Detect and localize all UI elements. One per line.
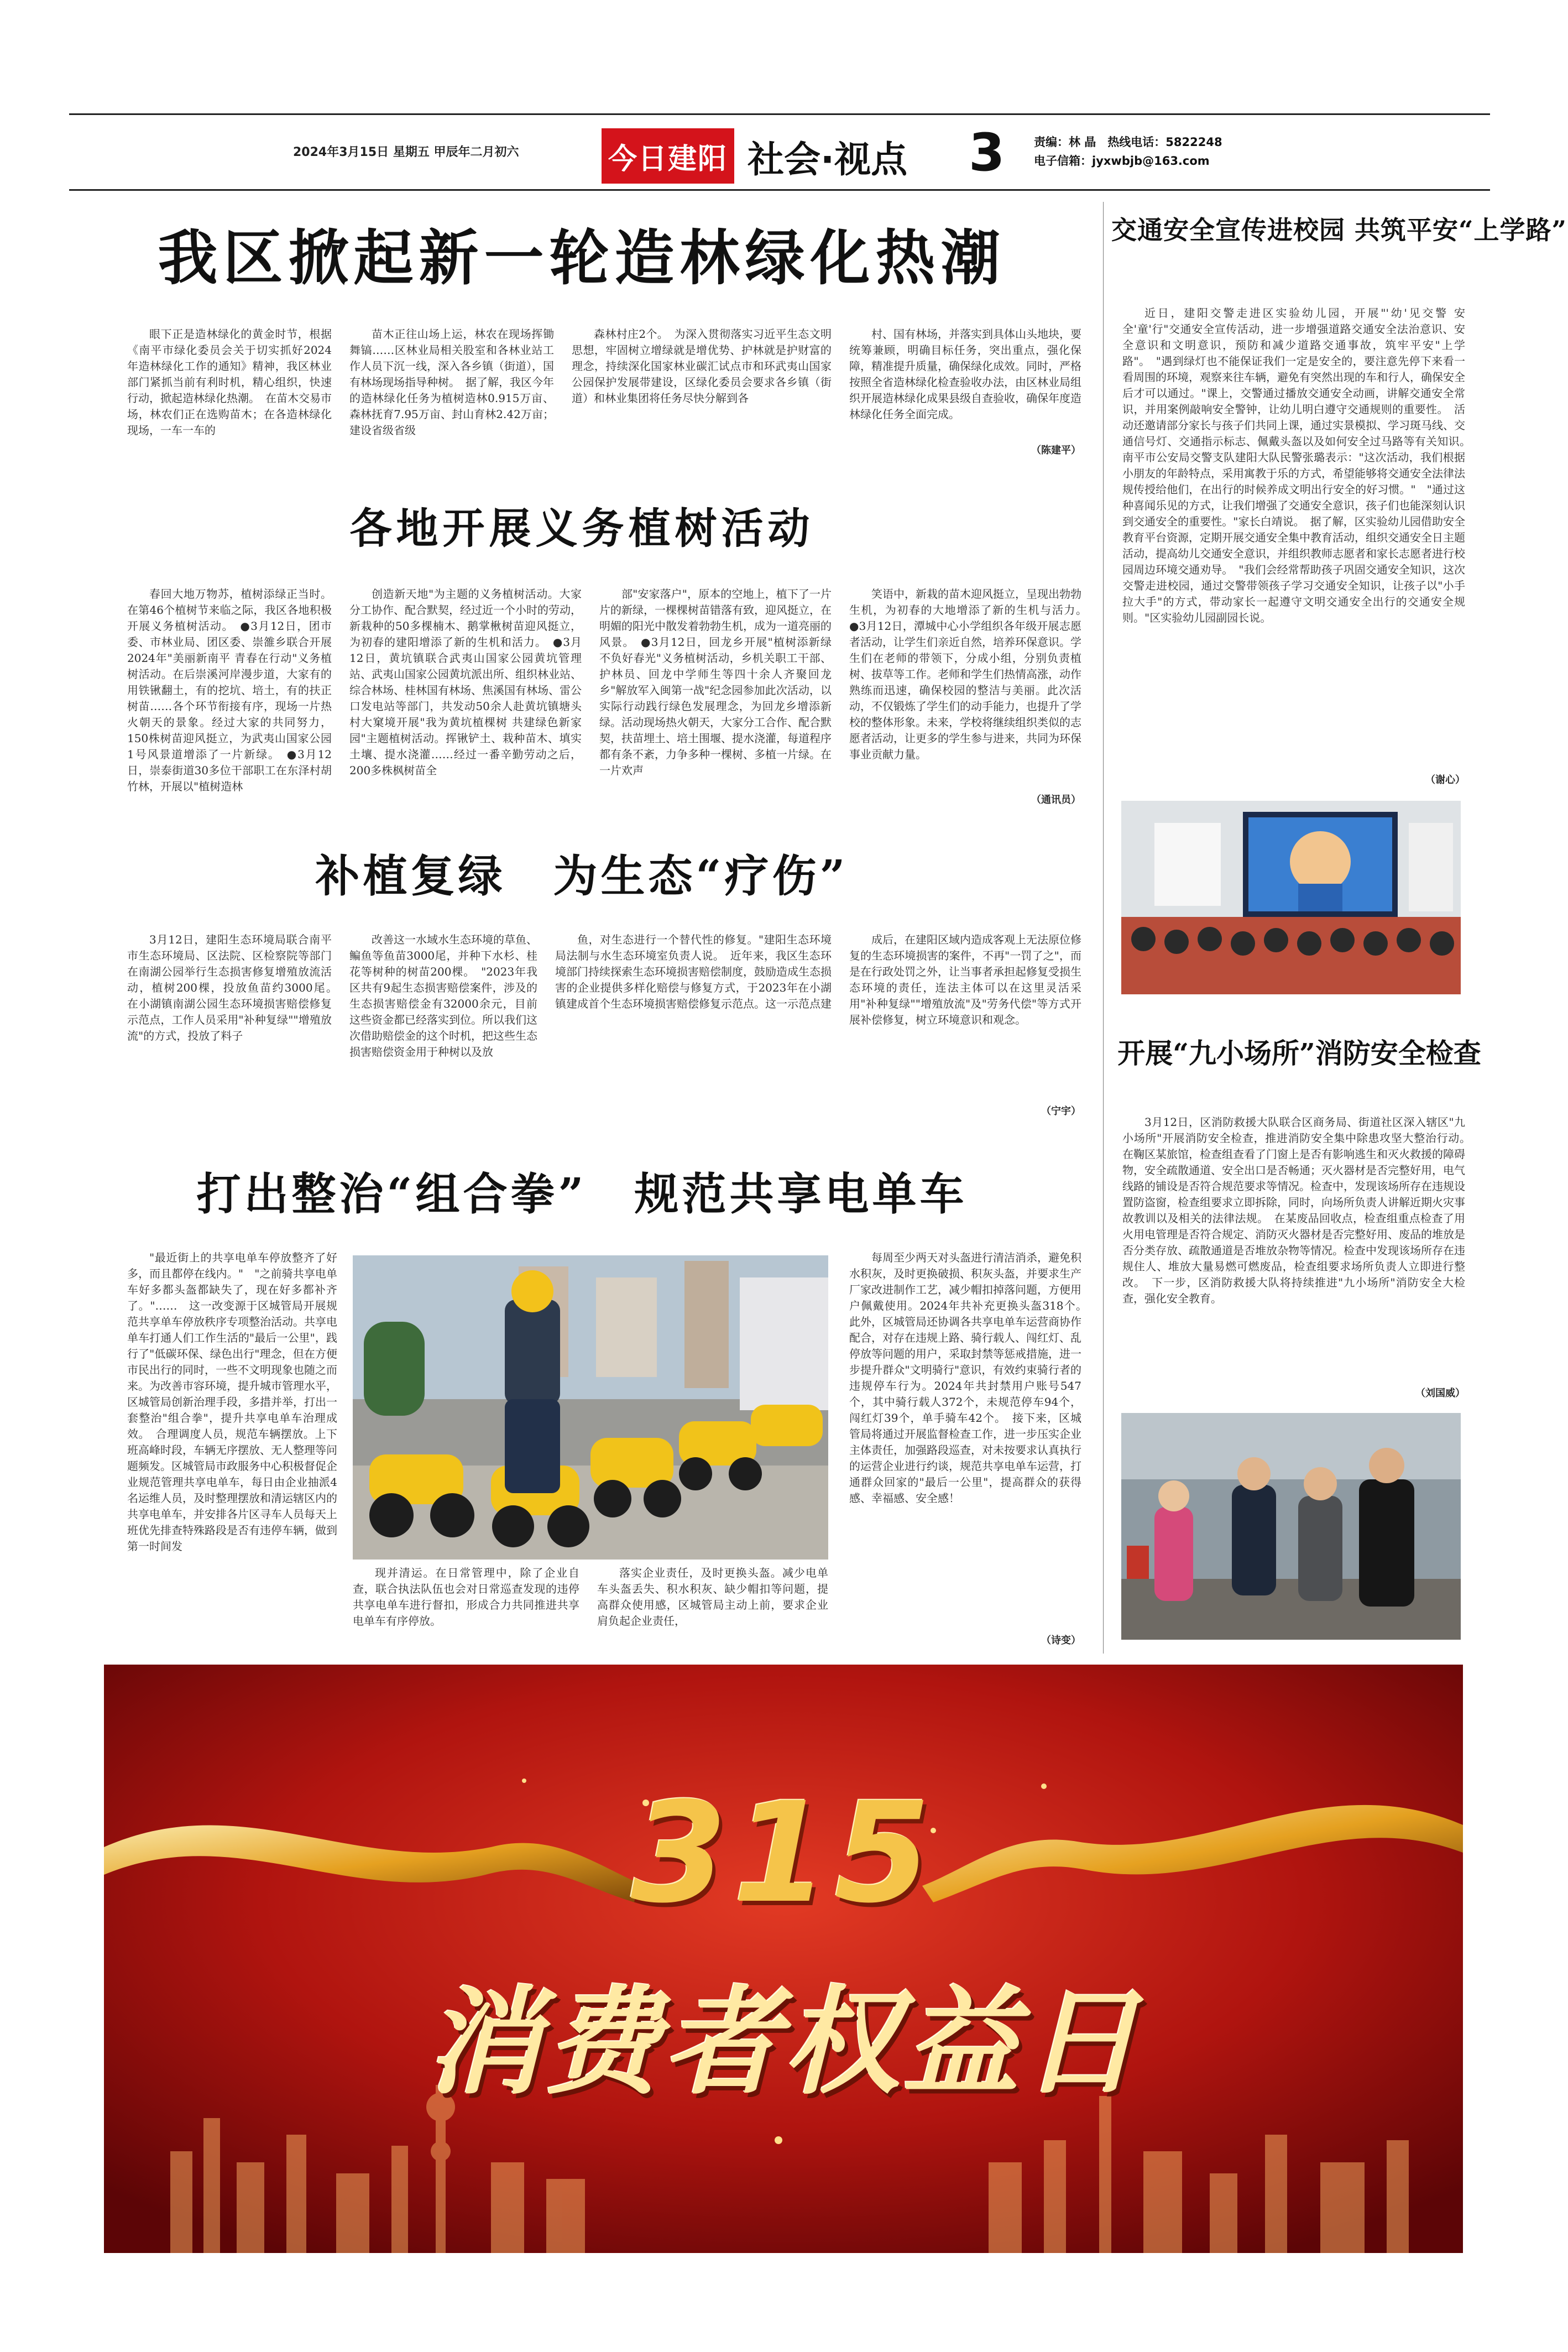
article3-col3 [555,932,832,1120]
article1-col2-text: 苗木正往山场上运，林农在现场挥锄舞镐……区林业局相关股室和各林业站工作人员下沉一线，深入各乡镇（街道），国有林场现场指导种树。 据了解，我区今年的造林绿化任务为植树造林0.915万亩、森林抚育7.95万亩、封山育林2.42万亩；建设省级省级 [349,327,554,437]
article2-col4 [849,586,1093,794]
article3-col2 [349,932,537,1120]
side2-byline: （刘国威） [1415,1388,1465,1399]
article3-title: 补植复绿 为生态“疗伤” [315,850,849,902]
fire-inspection-photo-illustration [1121,1413,1461,1640]
kindergarten-photo [1121,801,1461,994]
article3-col1 [127,932,343,1120]
article3-col1-text: 3月12日，建阳生态环境局联合南平市生态环境局、区法院、区检察院等部门在南湖公园举行生态损害修复增殖放流活动，植树200棵，投放鱼苗约3000尾。 在小湖镇南湖公园生态环境损害赔偿修复示范点，工作人员采用"补种复绿""增殖放流"的方式，投放了料子 [127,933,343,1042]
article3-col3-text: 鱼，对生态进行一个替代性的修复。"建阳生态环境局法制与水生态环境室负责人说。 近年来，我区生态环境部门持续探索生态环境损害赔偿制度，鼓励造成生态损害的企业提供多样化赔偿与修复方式，于2023年在小湖镇建成首个生态环境损害赔偿修复示范点。这一示范点建 [555,933,832,1010]
banner-315-number: 315 [631,1772,936,1933]
side1-byline: （谢心） [1425,774,1465,786]
side1-title: 交通安全宣传进校园 共筑平安“上学路” [1111,215,1567,245]
article1-col3 [572,326,832,465]
article4-col2 [353,1565,579,1648]
section-title: 社会·视点 [748,138,908,181]
article2-col2-text: 创造新天地"为主题的义务植树活动。大家分工协作、配合默契，经过近一个小时的劳动，新栽种的50多棵楠木、鹅掌楸树苗迎风挺立，为初春的建阳增添了新的生机和活力。 ●3月12日，黄坑镇联合武夷山国家公园黄坑管理站、武夷山国家公园黄坑派出所、组织林业站、综合林场、桂林国有林场、焦溪国有林场、雷公口发电站等部门，共发动50余人赴黄坑镇塘头村大窠境开展"我为黄坑植棵树 共建绿色新家园"主题植树活动。挥锹铲土、栽种苗木、填实土壤、提水浇灌……经过一番辛勤劳动之后，200多株枫树苗全 [349,587,582,777]
article1-col3-text: 森林村庄2个。 为深入贯彻落实习近平生态文明思想，牢固树立增绿就是增优势、护林就是护财富的理念，持续深化国家林业碳汇试点市和环武夷山国家公园保护发展带建设，区绿化委员会要求各乡镇（街道）和林业集团将任务尽快分解到各 [572,327,832,405]
article2-title: 各地开展义务植树活动 [349,504,814,553]
article3-col4 [849,932,1081,1103]
side2-body [1122,1114,1476,1391]
article1-byline: （陈建平） [1031,445,1081,456]
banner-title: 消费者权益日 [425,1975,1142,2110]
side2-body-text: 3月12日，区消防救援大队联合区商务局、街道社区深入辖区"九小场所"开展消防安全检查，推进消防安全集中除患攻坚大整治行动。 在鞠区某旅馆，检查组查看了门窗上是否有影响逃生和灭火救援的障碍物，安全疏散通道、安全出口是否畅通；灭火器材是否完整好用，电气线路的铺设是否符合规范要求等情况。检查中，发现该场所存在违规设置防盗窗，检查组要求立即拆除，同时，向场所负责人讲解近期火灾事故教训以及相关的法律法规。 在某废品回收点，检查组重点检查了用火用电管理是否符合规定、消防灭火器材是否完整好用、废品的堆放是否分类存放、疏散通道是否堆放杂物等情况。检查中发现该场所存在违规住人、堆放大量易燃可燃废品，检查组要求场所负责人立即进行整改。 下一步，区消防救援大队将持续推进"九小场所"消防安全大检查，强化安全教育。 [1122,1115,1476,1305]
editor-email: 电子信箱：jyxwbjb@163.com [1034,154,1210,168]
page-number: 3 [969,123,1005,183]
article2-col3 [599,586,832,807]
article3-col4-text: 成后，在建阳区域内造成客观上无法原位修复的生态环境损害的案件，不再"一罚了之"，而是在行政处罚之外，让当事者承担起修复受损生态环境的责任，连法主体可以在这里灵活采用"补种复绿""增殖放流"及"劳务代偿"等方式开展补偿修复，树立环境意识和观念。 [849,933,1081,1026]
editor-info [1034,133,1222,170]
article4-col4-text: 每周至少两天对头盔进行清洁消杀，避免积水积灰，及时更换破损、积灰头盔，并要求生产厂家改进制作工艺，减少帽扣掉落问题，方便用户佩戴使用。2024年共补充更换头盔318个。 此外，区城管局还协调各共享电单车运营商协作配合，对存在违规上路、骑行载人、闯红灯、乱停放等问题的用户，采取封禁等惩戒措施，进一步提升群众"文明骑行"意识，有效约束骑行者的违规停车行为。2024年共封禁用户账号547个，其中骑行载人372个，未规范停车94个，闯红灯39个，单手骑车42个。 接下来，区城管局将通过开展监督检查工作，进一步压实企业主体责任，加强路段巡查，对未按要求认真执行的运营企业进行约谈，规范共享电单车运营，打通群众回家的"最后一公里"，提高群众的获得感、幸福感、安全感！ [849,1251,1093,1505]
article4-col4 [849,1250,1093,1631]
article2-col3-text: 部"安家落户"，原本的空地上，植下了一片片的新绿，一棵棵树苗错落有致，迎风挺立，在明媚的阳光中散发着勃勃生机，成为一道亮丽的风景。 ●3月12日，回龙乡开展"植树添新绿 不负好春光"义务植树活动，乡机关职工干部、护林员、回龙中学师生等四十余人齐聚回龙乡"解放军入闽第一战"纪念园参加此次活动，以实际行动践行绿色发展理念，为回龙乡增添新绿。活动现场热火朝天，大家分工合作、配合默契，扶苗埋土、培土围堰、提水浇灌，每道程序都有条不紊，力争多种一棵树、多植一片绿。在一片欢声 [599,587,832,777]
article2-col1-text: 春回大地万物苏，植树添绿正当时。在第46个植树节来临之际，我区各地积极开展义务植树活动。 ●3月12日，团市委、市林业局、团区委、崇雒乡联合开展2024年"美丽新南平 青春在行动"义务植树活动。在后崇溪河岸漫步道，大家有的用铁锹翻土，有的挖坑、培土，有的扶正树苗……各个环节衔接有序，现场一片热火朝天的景象。经过大家的共同努力，150株树苗迎风挺立，为武夷山国家公园1号风景道增添了一片新绿。 ●3月12日，崇泰街道30多位干部职工在东泽村胡竹林，开展以"植树造林 [127,587,332,793]
article1-col1-text: 眼下正是造林绿化的黄金时节，根据《南平市绿化委员会关于切实抓好2024年造林绿化工作的通知》精神，我区林业部门紧抓当前有利时机，精心组织，快速行动，掀起造林绿化热潮。 在苗木交易市场，林农们正在选购苗木；在各造林绿化现场，一车一车的 [127,327,332,437]
article2-col1 [127,586,332,807]
header-bottom-rule [69,189,1490,191]
article1-title: 我区掀起新一轮造林绿化热潮 [158,224,1006,293]
side1-body-text: 近日，建阳交警走进区实验幼儿园，开展"'幼'见交警 安全'童'行"交通安全宣传活动，进一步增强道路交通安全法治意识、安全意识和文明意识，预防和减少道路交通事故，筑牢平安"上学路"。 "遇到绿灯也不能保证我们一定是安全的，要注意先停下来看一看周围的环境，观察来往车辆，避免有突然出现的车和行人，确保安全后才可以通过。"课上，交警通过播放交通安全动画，讲解交通安全常识，并用案例敲响安全警钟，让幼儿明白遵守交通规则的重要性。 活动还邀请部分家长与孩子们共同上课，通过实景模拟、学习斑马线、交通信号灯、交通指示标志、佩戴头盔以及如何安全过马路等有关知识。 南平市公安局交警支队建阳大队民警张璐表示："这次活动，我们根据小朋友的年龄特点，采用寓教于乐的方式，希望能够将交通安全法律法规传授给他们，在出行的时候养成文明出行安全的好习惯。" "通过这种喜闻乐见的方式，让我们增强了交通安全意识，孩子们也能深刻认识到交通安全的重要性。"家长白靖说。 据了解，区实验幼儿园借助安全教育平台资源，定期开展交通安全集中教育活动，组织交通安全日主题活动，提高幼儿交通安全意识，并组织教师志愿者和家长志愿者进行校园周边环境交通劝导。 "我们会经常帮助孩子巩固交通安全知识，这次交警走进校园，通过交警带领孩子学习交通安全知识，让孩子以"小手拉大手"的方式，带动家长一起遵守文明交通安全出行的交通安全规则。"区实验幼儿园副园长说。 [1122,306,1476,624]
ebike-photo-illustration [353,1255,828,1560]
article1-col4-text: 村、国有林场，并落实到具体山头地块，要统筹兼顾，明确目标任务，突出重点，强化保障，精准提升质量，确保绿化成效。同时，严格按照全省造林绿化检查验收办法，由区林业局组织开展造林绿化成果县级自查验收，确保年度造林绿化任务全面完成。 [849,327,1081,421]
fire-inspection-photo [1121,1413,1461,1640]
article4-col3-text: 落实企业责任，及时更换头盔。减少电单车头盔丢失、积水积灰、缺少帽扣等问题，提高群众使用感，区城管局主动上前，要求企业肩负起企业责任， [597,1566,828,1628]
editor-hotline: 责编：林 晶 热线电话：5822248 [1034,135,1222,149]
article1-col4 [849,326,1081,445]
issue-date: 2024年3月15日 星期五 甲辰年二月初六 [293,145,519,159]
article4-col2-text: 现并清运。在日常管理中，除了企业自查，联合执法队伍也会对日常巡查发现的违停共享电单车进行督扣，形成合力共同推进共享电单车有序停放。 [353,1566,579,1628]
article2-col4-text: 笑语中，新栽的苗木迎风挺立，呈现出勃勃生机，为初春的大地增添了新的生机与活力。 ●3月12日，潭城中心小学组织各年级开展志愿者活动，让学生们亲近自然，培养环保意识。学生们在老师的带领下，分成小组，分别负责植树、拔草等工作。老师和学生们热情高涨，动作熟练而迅速，确保校园的整洁与美丽。此次活动，不仅锻炼了学生们的动手能力，也提升了学校的整体形象。未来，学校将继续组织类似的志愿者活动，让更多的学生参与进来，共同为环保事业贡献力量。 [849,587,1093,761]
article4-col3 [597,1565,828,1648]
ebike-photo [353,1255,828,1560]
article1-col2 [349,326,554,465]
article3-col2-text: 改善这一水域水生态环境的草鱼、鳊鱼等鱼苗3000尾，并种下水杉、桂花等树种的树苗200棵。 "2023年我区共有9起生态损害赔偿案件，涉及的生态损害赔偿金有32000余元，目前这些资金都已经落实到位。所以我们这次借助赔偿金的这个时机，把这些生态损害赔偿资金用于种树以及放 [349,933,537,1058]
paper-logo: 今日建阳 [602,128,734,184]
article4-col1 [127,1250,337,1648]
article2-byline: （通讯员） [1031,794,1081,806]
article1-col1 [127,326,332,465]
kindergarten-photo-illustration [1121,801,1461,994]
consumer-rights-banner [104,1665,1463,2253]
header-top-rule [69,113,1490,115]
side1-body [1122,305,1476,786]
side2-title: 开展“九小场所”消防安全检查 [1117,1037,1481,1070]
sidebar-divider [1103,202,1104,1654]
article3-byline: （宁宇） [1041,1105,1081,1117]
article4-byline: （诗变） [1041,1635,1081,1646]
article4-col1-text: "最近街上的共享电单车停放整齐了好多，而且都停在线内。" "之前骑共享电单车好多都头盔都缺失了，现在好多都补齐了。"…… 这一改变源于区城管局开展规范共享单车停放秩序专项整治活动。共享电单车打通人们工作生活的"最后一公里"，践行了"低碳环保、绿色出行"理念，但在方便市民出行的同时，一些不文明现象也随之而来。为改善市容环境，提升城市管理水平，区城管局创新治理手段，多措并举，打出一套整治"组合拳"，提升共享电单车治理成效。 合理调度人员，规范车辆摆放。上下班高峰时段，车辆无序摆放、无人整理等问题频发。区城管局市政服务中心积极督促企业规范管理共享电单车，每日由企业抽派4名运维人员，及时整理摆放和清运辖区内的共享电单车，并安排各片区寻车人员每天上班优先排查特殊路段是否有违停车辆，做到第一时间发 [127,1251,337,1553]
article4-title: 打出整治“组合拳” 规范共享电单车 [196,1168,968,1220]
article2-col2 [349,586,582,807]
